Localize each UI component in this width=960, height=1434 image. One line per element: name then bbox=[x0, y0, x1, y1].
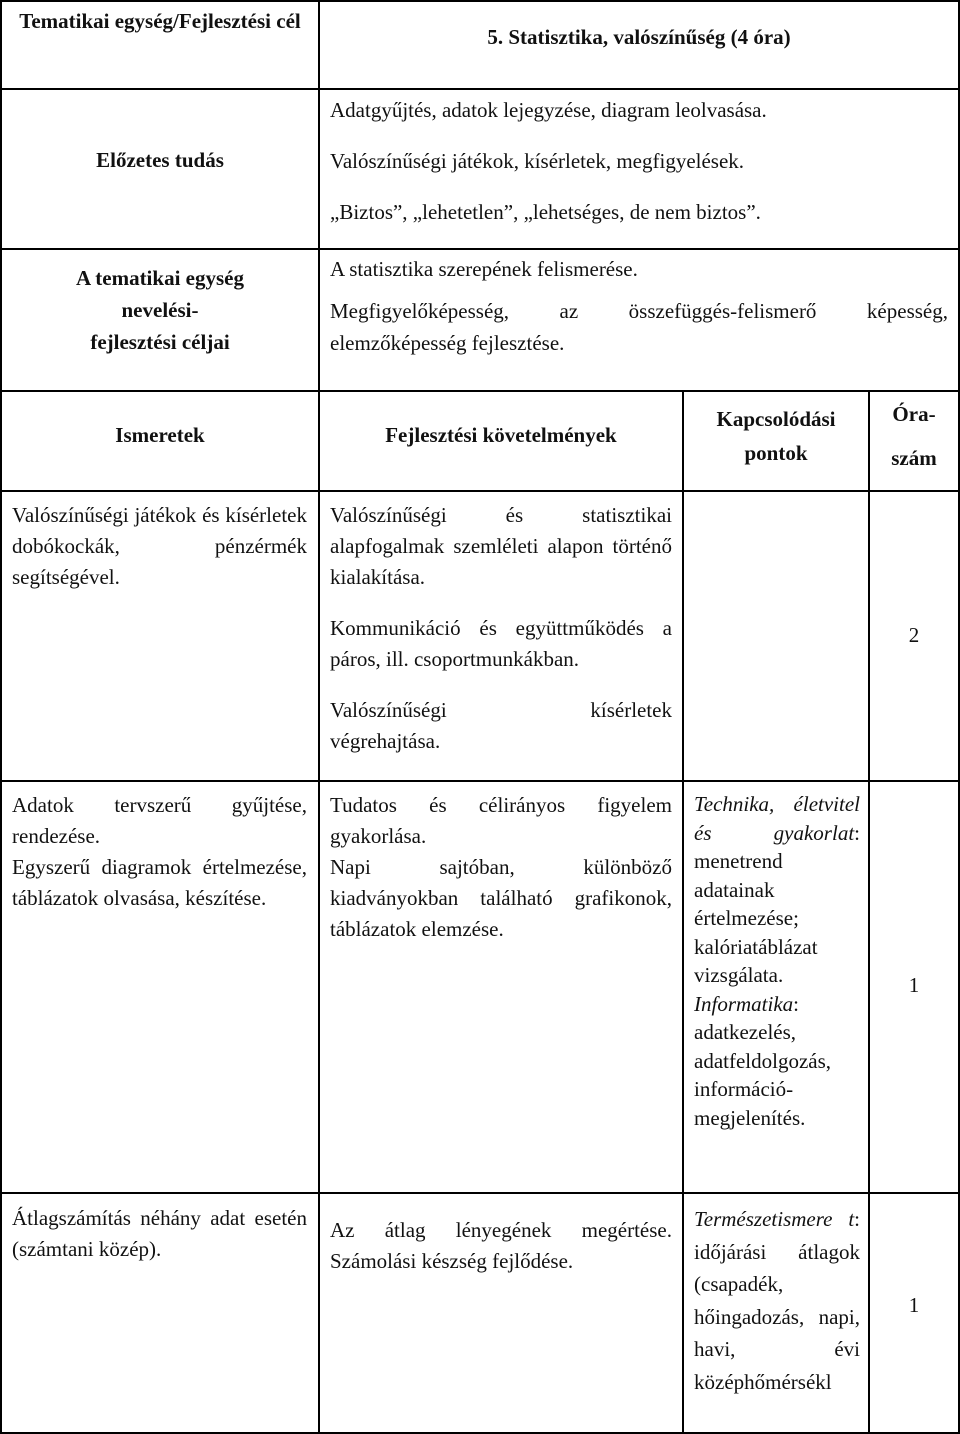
connection-text: menetrend adatainak értelmezése; kalóriatáblázat vizsgálata. bbox=[694, 849, 818, 987]
row1-knowledge: Valószínűségi játékok és kísérletek dobókockák, pénzérmék segítségével. bbox=[12, 503, 307, 589]
goals-label-line: fejlesztési céljai bbox=[90, 330, 230, 354]
header-label: Tematikai egység/Fejlesztési cél bbox=[19, 9, 301, 33]
connection-text: időjárási átlagok (csapadék, hőingadozás, napi, havi, évi középhőmérsékl bbox=[694, 1239, 860, 1394]
col-divider bbox=[868, 390, 870, 1434]
goals-line: elemzőképesség fejlesztése. bbox=[330, 331, 565, 355]
table-rule bbox=[0, 248, 960, 250]
row3-knowledge: Átlagszámítás néhány adat esetén (számtani közép). bbox=[12, 1206, 307, 1261]
row2-requirements bbox=[330, 790, 672, 945]
row2-knowledge-item: Egyszerű diagramok értelmezése, táblázatok olvasása, készítése. bbox=[12, 855, 307, 910]
table-border-top bbox=[0, 0, 960, 2]
row1-requirements bbox=[330, 500, 672, 757]
row1-req-item: Valószínűségi kísérletek végrehajtása. bbox=[330, 698, 672, 753]
col-divider bbox=[318, 0, 320, 1434]
table-rule bbox=[0, 780, 960, 782]
col-header-hours-line: Óra- bbox=[892, 402, 936, 426]
row3-hours: 1 bbox=[908, 1293, 920, 1317]
row2-req-item: Tudatos és célirányos figyelem gyakorlása. bbox=[330, 793, 672, 848]
row2-knowledge bbox=[12, 790, 307, 914]
row2-connections: Technika, életvitel és gyakorlat: menetrend adatainak értelmezése; kalóriatáblázat vizsgálata. Informatika: adatkezelés, adatfeldolgozás, információ-megjelenítés. bbox=[694, 792, 860, 1130]
row2-knowledge-item: Adatok tervszerű gyűjtése, rendezése. bbox=[12, 793, 307, 848]
goals-label-line: A tematikai egység bbox=[76, 266, 244, 290]
unit-title: 5. Statisztika, valószínűség (4 óra) bbox=[487, 25, 791, 49]
prior-knowledge-text bbox=[330, 94, 950, 228]
goals-line: A statisztika szerepének felismerése. bbox=[330, 257, 638, 281]
row1-req-item: Kommunikáció és együttműködés a páros, ill. csoportmunkákban. bbox=[330, 616, 672, 671]
table-rule bbox=[0, 1192, 960, 1194]
goals-label-line: nevelési- bbox=[121, 298, 199, 322]
table-border-left bbox=[0, 0, 2, 1434]
col-header-connections-line: pontok bbox=[744, 441, 808, 465]
col-header-hours-line: szám bbox=[891, 446, 937, 470]
col-header-knowledge: Ismeretek bbox=[115, 423, 205, 447]
row1-hours: 2 bbox=[908, 623, 920, 647]
col-header-connections bbox=[684, 402, 868, 470]
connection-subject: Természetismere t bbox=[694, 1207, 855, 1231]
prior-line: Valószínűségi játékok, kísérletek, megfigyelések. bbox=[330, 149, 745, 173]
row3-connections: Természetismere t: időjárási átlagok (csapadék, hőingadozás, napi, havi, évi középhőmérsékl bbox=[694, 1207, 860, 1394]
connection-subject: Informatika bbox=[694, 991, 794, 1016]
table-rule bbox=[0, 88, 960, 90]
table-rule bbox=[0, 390, 960, 392]
col-header-connections-line: Kapcsolódási bbox=[716, 407, 836, 431]
goals-text bbox=[330, 253, 948, 359]
row2-hours: 1 bbox=[908, 973, 920, 997]
connection-subject: Technika, életvitel és gyakorlat bbox=[694, 792, 860, 845]
row3-requirements: Az átlag lényegének megértése. Számolási készség fejlődése. bbox=[330, 1218, 672, 1273]
goals-label bbox=[10, 262, 310, 358]
col-header-requirements: Fejlesztési követelmények bbox=[385, 423, 617, 447]
goals-line: Megfigyelőképesség, az összefüggés-felismerő képesség, bbox=[330, 299, 948, 323]
table-rule bbox=[0, 490, 960, 492]
row1-req-item: Valószínűségi és statisztikai alapfogalmak szemléleti alapon történő kialakítása. bbox=[330, 503, 672, 589]
col-divider bbox=[682, 390, 684, 1434]
connection-text: adatkezelés, adatfeldolgozás, információ-megjelenítés. bbox=[694, 1020, 832, 1130]
prior-line: „Biztos”, „lehetetlen”, „lehetséges, de nem biztos”. bbox=[330, 200, 761, 224]
row2-req-item: Napi sajtóban, különböző kiadványokban található grafikonok, táblázatok elemzése. bbox=[330, 855, 672, 941]
prior-knowledge-label: Előzetes tudás bbox=[96, 148, 224, 172]
prior-line: Adatgyűjtés, adatok lejegyzése, diagram leolvasása. bbox=[330, 98, 767, 122]
col-header-hours bbox=[870, 392, 958, 480]
